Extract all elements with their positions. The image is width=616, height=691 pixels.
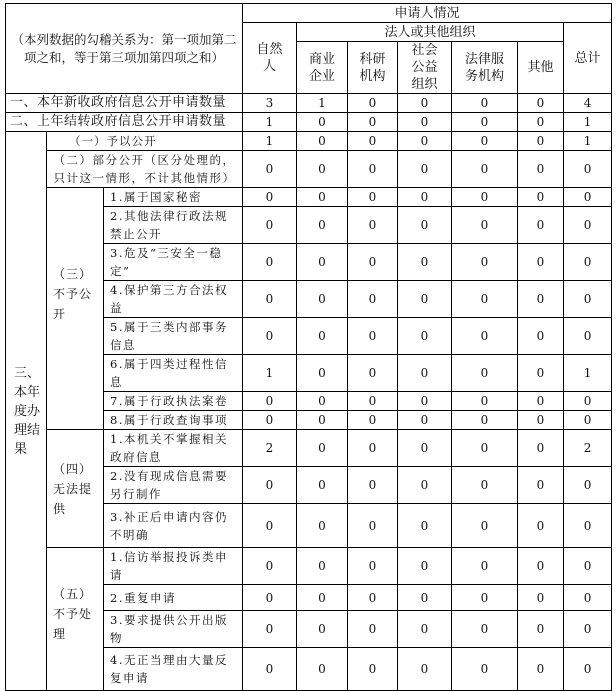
cell-value: 0 <box>452 430 518 467</box>
cell-value: 2 <box>564 430 612 467</box>
row-label: 1.属于国家秘密 <box>104 188 243 207</box>
cell-value: 0 <box>297 430 348 467</box>
cell-value: 0 <box>243 188 297 207</box>
cell-value: 1 <box>564 113 612 132</box>
cell-value: 0 <box>518 151 564 188</box>
results-section-label: 三、本年度办理结果 <box>6 132 47 691</box>
applicant-situation-header: 申请人情况 <box>243 4 612 23</box>
cell-value: 0 <box>452 113 518 132</box>
cell-value: 0 <box>518 467 564 504</box>
cell-value: 0 <box>398 94 452 113</box>
group-label-cannot-provide: （四）无法提供 <box>47 430 104 548</box>
cell-value: 0 <box>348 648 398 691</box>
cell-value: 0 <box>243 244 297 281</box>
cell-value: 0 <box>564 151 612 188</box>
cell-value: 1 <box>564 132 612 151</box>
cell-value: 0 <box>398 611 452 648</box>
cell-value: 0 <box>243 548 297 585</box>
table-row <box>6 188 612 207</box>
cell-value: 0 <box>518 113 564 132</box>
cell-value: 0 <box>398 355 452 392</box>
cell-value: 1 <box>243 113 297 132</box>
cell-value: 0 <box>518 355 564 392</box>
row-label: 一、本年新收政府信息公开申请数量 <box>6 94 243 113</box>
cell-value: 0 <box>564 548 612 585</box>
cell-value: 0 <box>297 207 348 244</box>
cell-value: 2 <box>243 430 297 467</box>
cell-value: 4 <box>564 94 612 113</box>
cell-value: 0 <box>564 318 612 355</box>
cell-value: 0 <box>452 151 518 188</box>
cell-value: 0 <box>518 611 564 648</box>
cell-value: 1 <box>243 355 297 392</box>
row-label: 3.要求提供公开出版物 <box>104 611 243 648</box>
cell-value: 0 <box>348 318 398 355</box>
cell-value: 0 <box>243 392 297 411</box>
public-welfare-org-header: 社会公益组织 <box>398 42 452 94</box>
cell-value: 0 <box>243 207 297 244</box>
information-disclosure-table <box>5 3 612 691</box>
cell-value: 0 <box>452 504 518 548</box>
cell-value: 0 <box>297 504 348 548</box>
cell-value: 0 <box>564 281 612 318</box>
cell-value: 0 <box>243 151 297 188</box>
cell-value: 0 <box>564 207 612 244</box>
cell-value: 0 <box>564 648 612 691</box>
cell-value: 0 <box>297 611 348 648</box>
cell-value: 0 <box>452 411 518 430</box>
cell-value: 0 <box>297 244 348 281</box>
row-label: 5.属于三类内部事务信息 <box>104 318 243 355</box>
cell-value: 0 <box>398 548 452 585</box>
row-label: 7.属于行政执法案卷 <box>104 392 243 411</box>
cell-value: 0 <box>348 504 398 548</box>
table-row <box>6 430 612 467</box>
cell-value: 0 <box>398 430 452 467</box>
row-label: 4.无正当理由大量反复申请 <box>104 648 243 691</box>
cell-value: 0 <box>243 281 297 318</box>
cell-value: 0 <box>348 151 398 188</box>
cell-value: 0 <box>348 548 398 585</box>
cell-value: 0 <box>297 648 348 691</box>
cell-value: 0 <box>297 548 348 585</box>
cell-value: 0 <box>297 188 348 207</box>
cell-value: 0 <box>452 392 518 411</box>
cell-value: 0 <box>398 132 452 151</box>
cell-value: 0 <box>398 648 452 691</box>
cell-value: 1 <box>564 355 612 392</box>
column-relationship-note: （本列数据的勾稽关系为：第一项加第二项之和，等于第三项加第四项之和） <box>6 4 243 94</box>
cell-value: 0 <box>243 648 297 691</box>
cell-value: 0 <box>518 188 564 207</box>
cell-value: 0 <box>518 648 564 691</box>
cell-value: 0 <box>518 244 564 281</box>
cell-value: 0 <box>518 411 564 430</box>
cell-value: 0 <box>348 244 398 281</box>
cell-value: 0 <box>297 151 348 188</box>
cell-value: 1 <box>243 132 297 151</box>
cell-value: 0 <box>518 281 564 318</box>
cell-value: 0 <box>564 611 612 648</box>
cell-value: 0 <box>398 113 452 132</box>
natural-person-header: 自然人 <box>243 23 297 94</box>
cell-value: 0 <box>297 467 348 504</box>
cell-value: 0 <box>398 151 452 188</box>
row-label: 1.信访举报投诉类申请 <box>104 548 243 585</box>
cell-value: 0 <box>518 318 564 355</box>
row-label: 2.其他法律行政法规禁止公开 <box>104 207 243 244</box>
cell-value: 0 <box>564 411 612 430</box>
cell-value: 0 <box>348 430 398 467</box>
commercial-enterprise-header: 商业企业 <box>297 42 348 94</box>
cell-value: 0 <box>297 355 348 392</box>
row-label: （一）予以公开 <box>47 132 243 151</box>
cell-value: 0 <box>348 94 398 113</box>
cell-value: 0 <box>452 207 518 244</box>
cell-value: 0 <box>452 318 518 355</box>
row-label: （二）部分公开（区分处理的，只计这一情形，不计其他情形） <box>47 151 243 188</box>
cell-value: 0 <box>243 504 297 548</box>
cell-value: 0 <box>452 611 518 648</box>
cell-value: 0 <box>452 281 518 318</box>
cell-value: 0 <box>243 467 297 504</box>
cell-value: 0 <box>348 585 398 611</box>
cell-value: 0 <box>348 132 398 151</box>
cell-value: 1 <box>297 94 348 113</box>
cell-value: 0 <box>398 585 452 611</box>
cell-value: 0 <box>297 281 348 318</box>
table-row <box>6 151 612 188</box>
cell-value: 0 <box>348 355 398 392</box>
cell-value: 0 <box>243 611 297 648</box>
cell-value: 0 <box>564 467 612 504</box>
row-label: 2.没有现成信息需要另行制作 <box>104 467 243 504</box>
cell-value: 0 <box>518 504 564 548</box>
cell-value: 0 <box>452 648 518 691</box>
cell-value: 0 <box>564 504 612 548</box>
row-label: 4.保护第三方合法权益 <box>104 281 243 318</box>
table-row <box>6 132 612 151</box>
cell-value: 0 <box>564 244 612 281</box>
cell-value: 0 <box>452 355 518 392</box>
table-row <box>6 94 612 113</box>
cell-value: 0 <box>348 188 398 207</box>
cell-value: 0 <box>518 585 564 611</box>
cell-value: 0 <box>398 411 452 430</box>
row-label: 1.本机关不掌握相关政府信息 <box>104 430 243 467</box>
cell-value: 0 <box>564 392 612 411</box>
cell-value: 0 <box>398 318 452 355</box>
cell-value: 0 <box>518 548 564 585</box>
other-org-header: 其他 <box>518 42 564 94</box>
cell-value: 0 <box>518 430 564 467</box>
row-label: 二、上年结转政府信息公开申请数量 <box>6 113 243 132</box>
cell-value: 0 <box>398 504 452 548</box>
cell-value: 0 <box>564 585 612 611</box>
cell-value: 0 <box>452 94 518 113</box>
cell-value: 0 <box>452 132 518 151</box>
cell-value: 0 <box>243 411 297 430</box>
cell-value: 0 <box>398 188 452 207</box>
cell-value: 0 <box>348 392 398 411</box>
group-label-not-processed: （五）不予处理 <box>47 548 104 691</box>
total-header: 总计 <box>564 23 612 94</box>
research-institution-header: 科研机构 <box>348 42 398 94</box>
row-label: 3.危及“三安全一稳定” <box>104 244 243 281</box>
cell-value: 0 <box>398 244 452 281</box>
cell-value: 0 <box>398 467 452 504</box>
legal-entity-group-header: 法人或其他组织 <box>297 23 564 42</box>
table-row <box>6 548 612 585</box>
cell-value: 0 <box>518 207 564 244</box>
cell-value: 0 <box>297 411 348 430</box>
cell-value: 0 <box>243 318 297 355</box>
cell-value: 0 <box>452 548 518 585</box>
group-label-not-disclosed: （三）不予公开 <box>47 188 104 430</box>
legal-service-org-header: 法律服务机构 <box>452 42 518 94</box>
cell-value: 0 <box>297 113 348 132</box>
cell-value: 0 <box>348 467 398 504</box>
cell-value: 0 <box>452 244 518 281</box>
cell-value: 0 <box>398 281 452 318</box>
cell-value: 0 <box>243 585 297 611</box>
cell-value: 0 <box>518 132 564 151</box>
cell-value: 0 <box>348 207 398 244</box>
row-label: 2.重复申请 <box>104 585 243 611</box>
table-row <box>6 113 612 132</box>
cell-value: 0 <box>348 611 398 648</box>
cell-value: 0 <box>398 392 452 411</box>
cell-value: 3 <box>243 94 297 113</box>
row-label: 6.属于四类过程性信息 <box>104 355 243 392</box>
cell-value: 0 <box>518 94 564 113</box>
cell-value: 0 <box>452 188 518 207</box>
cell-value: 0 <box>518 392 564 411</box>
cell-value: 0 <box>297 318 348 355</box>
cell-value: 0 <box>297 132 348 151</box>
cell-value: 0 <box>297 585 348 611</box>
cell-value: 0 <box>564 188 612 207</box>
row-label: 3.补正后申请内容仍不明确 <box>104 504 243 548</box>
cell-value: 0 <box>348 113 398 132</box>
cell-value: 0 <box>452 585 518 611</box>
cell-value: 0 <box>348 281 398 318</box>
cell-value: 0 <box>348 411 398 430</box>
cell-value: 0 <box>297 392 348 411</box>
row-label: 8.属于行政查询事项 <box>104 411 243 430</box>
cell-value: 0 <box>452 467 518 504</box>
cell-value: 0 <box>398 207 452 244</box>
